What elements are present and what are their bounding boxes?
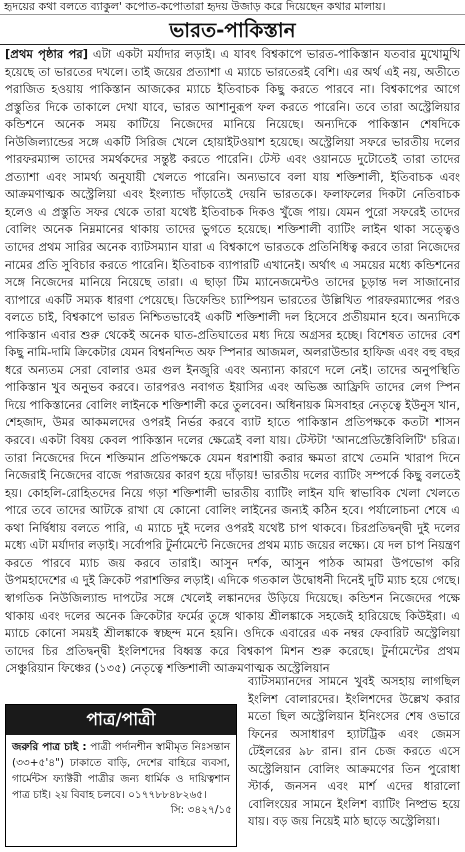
- continued-from-front-label: [প্রথম পৃষ্ঠার পর]: [5, 47, 89, 61]
- article-headline: ভারত-পাকিস্তান: [0, 16, 465, 45]
- article-continuation-column: ব্যাটসম্যানদের সামনে খুবই অসহায় লাগছিল ইংলিশ বোলারদের। ইংলিশদের উল্লেখ করার মতো ছিল অস্ট্রেলিয়ান ইনিংসের শেষ ওভারে ফিনের অসাধারণ হ্যাটট্রিক এবং জেমস টেইলরের ৯৮ রান। রান চেজ করতে এসে অস্ট্রেলিয়ান বোলিং আক্রমণের তিন পুরোধা স্টার্ক, জনসন এবং মার্শ এদের ধারালো বোলিংয়ের সামনে ইংলিশ ব্যাটিং নিষ্প্রভ হয়ে যায়। বড় জয় নিয়েই মাঠ ছাড়ে অস্ট্রেলিয়া।: [248, 674, 460, 829]
- article-paragraph: [5, 46, 460, 678]
- classified-header: পাত্র/পাত্রী: [6, 705, 236, 735]
- classified-ad: [6, 735, 236, 803]
- classified-ad-title: জরুরি পাত্র চাই :: [12, 741, 87, 753]
- article-body: [5, 46, 460, 678]
- classified-ad-box: [5, 704, 237, 847]
- classified-ad-reference: সি: ৩৪২৭/১৫: [170, 804, 232, 816]
- classified-ad-text: পাত্রী পর্দানশীন স্বামীমৃত নিঃসন্তান (৩৩+৫'৪") ঢাকাতে বাড়ি, দেশের বাহিরে ব্যবসা, গার্মেন্টস ফ্যাক্টরী পাত্রীর জন্য ধার্মিক ও দায়িত্বশান পাত্র চাই। ২য় বিবাহ চলবে। ০১৭৭৮৮৪৮২৬৫।: [12, 741, 230, 801]
- previous-article-tail: হৃদয়ের কথা বলতে ব্যাকুল' কপোত-কপোতারা হৃদয় উজাড় করে দিয়েছেন কথার মালায়।: [0, 0, 465, 15]
- article-text: এটা একটা মর্যাদার লড়াই। এ যাবৎ বিশ্বকাপে ভারত-পাকিস্তান যতবার মুখোমুখি হয়েছে তা ভারতের দখলে। তাই জয়ের প্রত্যাশা এ ম্যাচে ভারতেরই বেশি। এর অর্থ এই নয়, অতীতে পরাজিত হওয়ায় পাকিস্তান আজকের ম্যাচে ইতিবাচক কিছু করতে পারবে না। বিশ্বকাপের আগে প্রস্তুতির দিকে তাকালে দেখা যাবে, ভারত আশানুরূপ ফল করতে পারেনি। তবে তারা অস্ট্রেলিয়ার কন্ডিশনে অনেক সময় কাটিয়ে নিজেদের মানিয়ে নিয়েছে। অন্যদিকে পাকিস্তান শেষদিকে নিউজিল্যান্ডের সঙ্গে একটি সিরিজ খেলে হোয়াইটওয়াশ হয়েছে। অস্ট্রেলিয়া সফরে ভারতীয় দলের পারফরম্যান্স তাদের সমর্থকদের সন্তুষ্ট করতে পারেনি। টেস্ট এবং ওয়ানডে দুটোতেই তারা তাদের প্রত্যাশা এবং সামর্থ্য অনুযায়ী খেলতে পারেনি। অন্যভাবে বলা যায় শক্তিশালী, ইতিবাচক এবং আক্রমণাত্মক অস্ট্রেলিয়া এবং ইংল্যান্ড দাঁড়াতেই দেয়নি ভারতকে। ফলাফলের দিকটা নেতিবাচক হলেও এ প্রস্তুতি সফর থেকে তারা যথেষ্ট ইতিবাচক দিকও খুঁজে পায়। যেমন পুরো সফরেই তাদের বোলিং অনেক নিম্নমানের থাকায় তাদের ভুগতে হয়েছে। শক্তিশালী ব্যাটিং লাইন থাকা সত্ত্বেও তাদের প্রথম সারির অনেক ব্যাটসম্যান যারা এ বিশ্বকাপে ভারতকে প্রতিনিধিত্ব করবে তারা নিজেদের নামের প্রতি সুবিচার করতে পারেনি। ইতিবাচক ব্যাপারটি এখানেই। অর্থাৎ এ সময়ের মধ্যে কন্ডিশনের সঙ্গে নিজেদের মানিয়ে নিয়েছে তারা। এ ছাড়া টিম ম্যানেজমেন্টও তাদের চূড়ান্ত দল সাজানোর ব্যাপারে একটি সম্যক ধারণা পেয়েছে। ডিফেন্ডিং চ্যাম্পিয়ন ভারতের উল্লিখিত পারফরম্যান্সের পরও বলতে চাই, বিশ্বকাপে ভারত নিশ্চিতভাবেই একটি শক্তিশালী দল হিসেবে প্রতীয়মান হবে। অন্যদিকে পাকিস্তান এবার শুরু থেকেই অনেক ঘাত-প্রতিঘাতের মধ্য দিয়ে অগ্রসর হচ্ছে। বিশেষত তাদের বেশ কিছু নামি-দামি ক্রিকেটার যেমন বিশ্বনন্দিত অফ স্পিনার আজমল, অলরাউন্ডার হাফিজ এবং বহু বছর ধরে অন্যতম সেরা বোলার ওমর গুল ইনজুরি এবং অন্যান্য কারণে দলে নেই। তাদের অনুপস্থিতি পাকিস্তান খুব অনুভব করবে। তারপরও নবাগত ইয়াসির এবং অভিজ্ঞ আফ্রিদি তাদের লেগ স্পিন দিয়ে পাকিস্তানের বোলিং লাইনকে শক্তিশালী করে তুলবেন। অধিনায়ক মিসবাহর নেতৃত্বে ইউনুস খান, শেহজাদ, উমর আকমলদের ওপরই নির্ভর করবে ব্যাট হাতে পাকিস্তান প্রতিপক্ষকে কতটা শাসন করবে। একটা বিষয় কেবল পাকিস্তান দলের ক্ষেত্রেই বলা যায়। টেস্টটা 'আনপ্রেডিক্টেবিলিটি' চরিত্র। তারা নিজেদের দিনে শক্তিমান প্রতিপক্ষকে যেমন ধরাশায়ী করার ক্ষমতা রাখে তেমনি খারাপ দিনে নিজেরাই নিজেদের বাজে পরাজয়ের কারণ হয়ে দাঁড়ায়! ভারতীয় দলের ব্যাটিং সম্পর্কে কিছু বলতেই হয়। কোহলি-রোহিতদের নিয়ে গড়া শক্তিশালী ভারতীয় ব্যাটিং লাইন যদি স্বাভাবিক খেলা খেলতে পারে তবে তাদের আটকে রাখা যে কোনো বোলিং লাইনের জন্যই কঠিন হবে। পর্যালোচনা শেষে এ কথা নির্দ্বিধায় বলতে পারি, এ ম্যাচে দুই দলের ওপরই যথেষ্ট চাপ থাকবে। চিরপ্রতিদ্বন্দ্বী দুই দলের মধ্যে এটা মর্যাদার লড়াই। সর্বোপরি টুর্নামেন্টে নিজেদের প্রথম ম্যাচ জয়ের লক্ষ্যে। যে দল চাপ নিয়ন্ত্রণ করতে পারবে ম্যাচ জয় করবে তারাই। আসুন দর্শক, আসুন পাঠক আমরা উপভোগ করি উপমহাদেশের এ দুই ক্রিকেট পরাশক্তির লড়াই। এদিকে গতকাল উদ্বোধনী দিনেই দুটি ম্যাচ হয়ে গেছে। স্বাগতিক নিউজিল্যান্ড দাপটের সঙ্গে খেলেই লঙ্কানদের উড়িয়ে দিয়েছে। কন্ডিশন নিজেদের পক্ষে থাকায় এবং দলের অনেক ক্রিকেটার ফর্মের তুঙ্গে থাকায় শ্রীলঙ্কাকে সহজেই হারিয়েছে কিউইরা। এ ম্যাচে কোনো সময়ই শ্রীলঙ্কাকে স্বচ্ছন্দ মনে হয়নি। ওদিকে এবারের এক নম্বর ফেবারিট অস্ট্রেলিয়া তাদের চির প্রতিদ্বন্দ্বী ইংলিশদের বিধ্বস্ত করে বিশ্বকাপ মিশন শুরু করেছে। টুর্নামেন্টের প্রথম সেঞ্চুরিয়ান ফিঞ্চের (১৩৫) নেতৃত্বে শক্তিশালী আক্রমণাত্মক অস্ট্রেলিয়ান: [5, 47, 461, 676]
